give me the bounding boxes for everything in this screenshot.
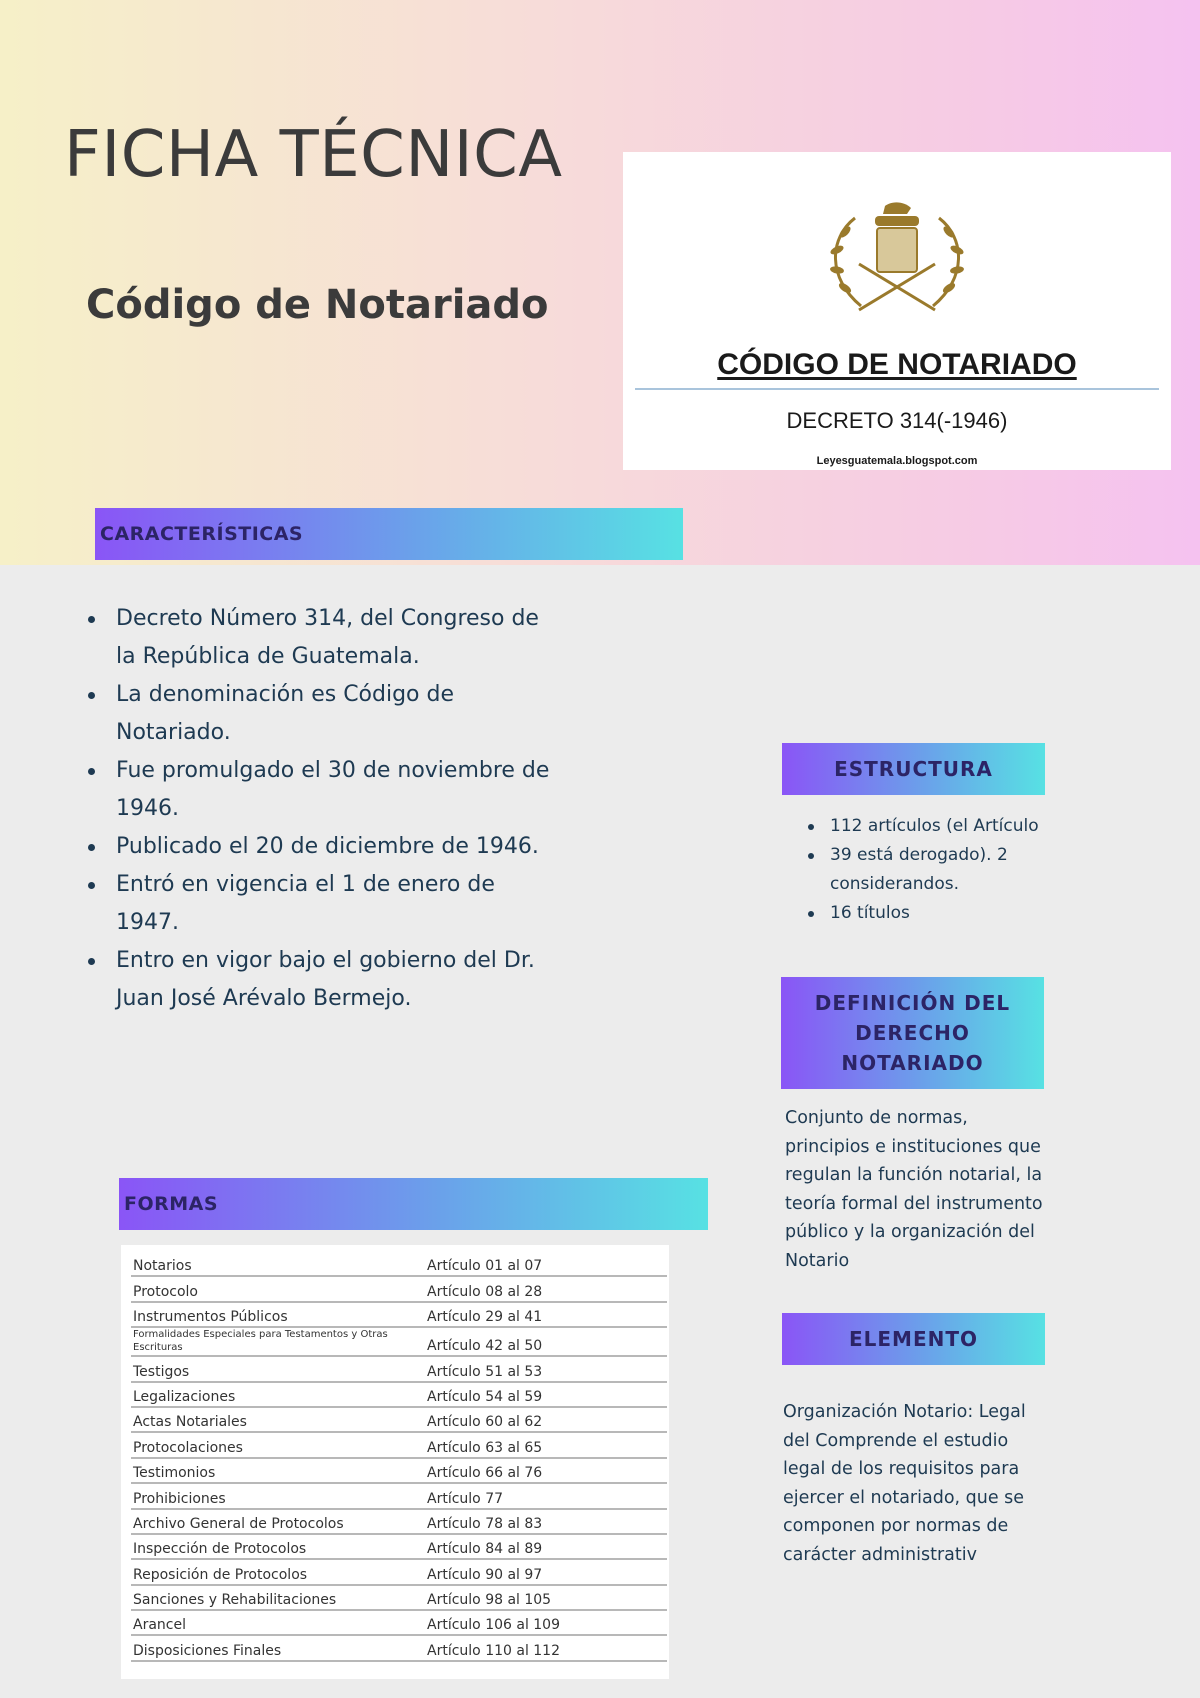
table-row <box>131 1276 667 1301</box>
table-cell-articles: Artículo 54 al 59 <box>427 1382 667 1407</box>
list-item: Decreto Número 314, del Congreso de la República de Guatemala. <box>88 600 558 676</box>
cover-divider <box>635 388 1159 390</box>
table-row <box>131 1585 667 1610</box>
table-cell-articles: Artículo 78 al 83 <box>427 1509 667 1534</box>
table-row <box>131 1302 667 1327</box>
list-item: Fue promulgado el 30 de noviembre de 1946. <box>88 752 558 828</box>
definicion-heading: DEFINICIÓN DEL DERECHO NOTARIADO <box>781 977 1044 1089</box>
list-item: 39 está derogado). 2 considerandos. <box>806 841 1056 899</box>
table-row <box>131 1356 667 1381</box>
table-row <box>131 1534 667 1559</box>
table-cell-name: Instrumentos Públicos <box>131 1302 427 1327</box>
table-cell-name: Testigos <box>131 1356 427 1381</box>
list-item: 16 títulos <box>806 899 1056 928</box>
cover-decree: DECRETO 314(-1946) <box>786 408 1008 433</box>
table-cell-articles: Artículo 66 al 76 <box>427 1458 667 1483</box>
table-cell-articles: Artículo 84 al 89 <box>427 1534 667 1559</box>
table-row <box>131 1559 667 1584</box>
page-subtitle: Código de Notariado <box>86 282 549 328</box>
table-cell-name: Protocolo <box>131 1276 427 1301</box>
table-cell-articles: Artículo 63 al 65 <box>427 1432 667 1457</box>
cover-image <box>623 152 1171 470</box>
page-title: FICHA TÉCNICA <box>64 118 563 192</box>
table-row <box>131 1509 667 1534</box>
table-row <box>131 1407 667 1432</box>
table-cell-articles: Artículo 29 al 41 <box>427 1302 667 1327</box>
table-cell-articles: Artículo 42 al 50 <box>427 1327 667 1356</box>
table-cell-articles: Artículo 106 al 109 <box>427 1610 667 1635</box>
table-cell-articles: Artículo 98 al 105 <box>427 1585 667 1610</box>
cover-title: CÓDIGO DE NOTARIADO <box>717 348 1077 381</box>
list-item: Entro en vigor bajo el gobierno del Dr. Juan José Arévalo Bermejo. <box>88 942 558 1018</box>
list-item: La denominación es Código de Notariado. <box>88 676 558 752</box>
table-cell-name: Notarios <box>131 1251 427 1276</box>
table-cell-name: Protocolaciones <box>131 1432 427 1457</box>
table-cell-name: Prohibiciones <box>131 1483 427 1508</box>
table-row <box>131 1483 667 1508</box>
table-row <box>131 1432 667 1457</box>
elemento-heading: ELEMENTO <box>782 1313 1045 1365</box>
guatemala-coat-of-arms-icon <box>815 198 979 322</box>
definicion-text: Conjunto de normas, principios e instituciones que regulan la función notarial, la teoría formal del instrumento público y la organización del Notario <box>785 1108 1043 1271</box>
table-row <box>131 1458 667 1483</box>
table-cell-name: Sanciones y Rehabilitaciones <box>131 1585 427 1610</box>
formas-table <box>121 1245 669 1679</box>
table-cell-name: Actas Notariales <box>131 1407 427 1432</box>
table-cell-articles: Artículo 77 <box>427 1483 667 1508</box>
table-cell-articles: Artículo 51 al 53 <box>427 1356 667 1381</box>
table-cell-articles: Artículo 110 al 112 <box>427 1635 667 1660</box>
table-cell-name: Formalidades Especiales para Testamentos y Otras Escrituras <box>131 1327 427 1356</box>
table-row <box>131 1382 667 1407</box>
estructura-heading: ESTRUCTURA <box>782 743 1045 795</box>
table-row <box>131 1635 667 1660</box>
table-cell-name: Disposiciones Finales <box>131 1635 427 1660</box>
cover-url: Leyesguatemala.blogspot.com <box>816 455 978 467</box>
estructura-list <box>806 812 1056 928</box>
elemento-text: Organización Notario: Legal del Comprende el estudio legal de los requisitos para ejercer el notariado, que se componen por normas de carácter administrativ <box>783 1402 1026 1565</box>
list-item: 112 artículos (el Artículo <box>806 812 1056 841</box>
table-cell-name: Inspección de Protocolos <box>131 1534 427 1559</box>
table-cell-name: Legalizaciones <box>131 1382 427 1407</box>
caracteristicas-list <box>88 600 558 1018</box>
table-cell-name: Testimonios <box>131 1458 427 1483</box>
table-cell-name: Arancel <box>131 1610 427 1635</box>
table-cell-articles: Artículo 90 al 97 <box>427 1559 667 1584</box>
formas-heading: FORMAS <box>119 1178 708 1230</box>
table-cell-articles: Artículo 08 al 28 <box>427 1276 667 1301</box>
table-cell-articles: Artículo 01 al 07 <box>427 1251 667 1276</box>
list-item: Entró en vigencia el 1 de enero de 1947. <box>88 866 558 942</box>
caracteristicas-heading: CARACTERÍSTICAS <box>95 508 683 560</box>
table-row <box>131 1327 667 1356</box>
table-cell-articles: Artículo 60 al 62 <box>427 1407 667 1432</box>
table-row <box>131 1251 667 1276</box>
table-cell-name: Reposición de Protocolos <box>131 1559 427 1584</box>
table-row <box>131 1610 667 1635</box>
table-cell-name: Archivo General de Protocolos <box>131 1509 427 1534</box>
list-item: Publicado el 20 de diciembre de 1946. <box>88 828 558 866</box>
